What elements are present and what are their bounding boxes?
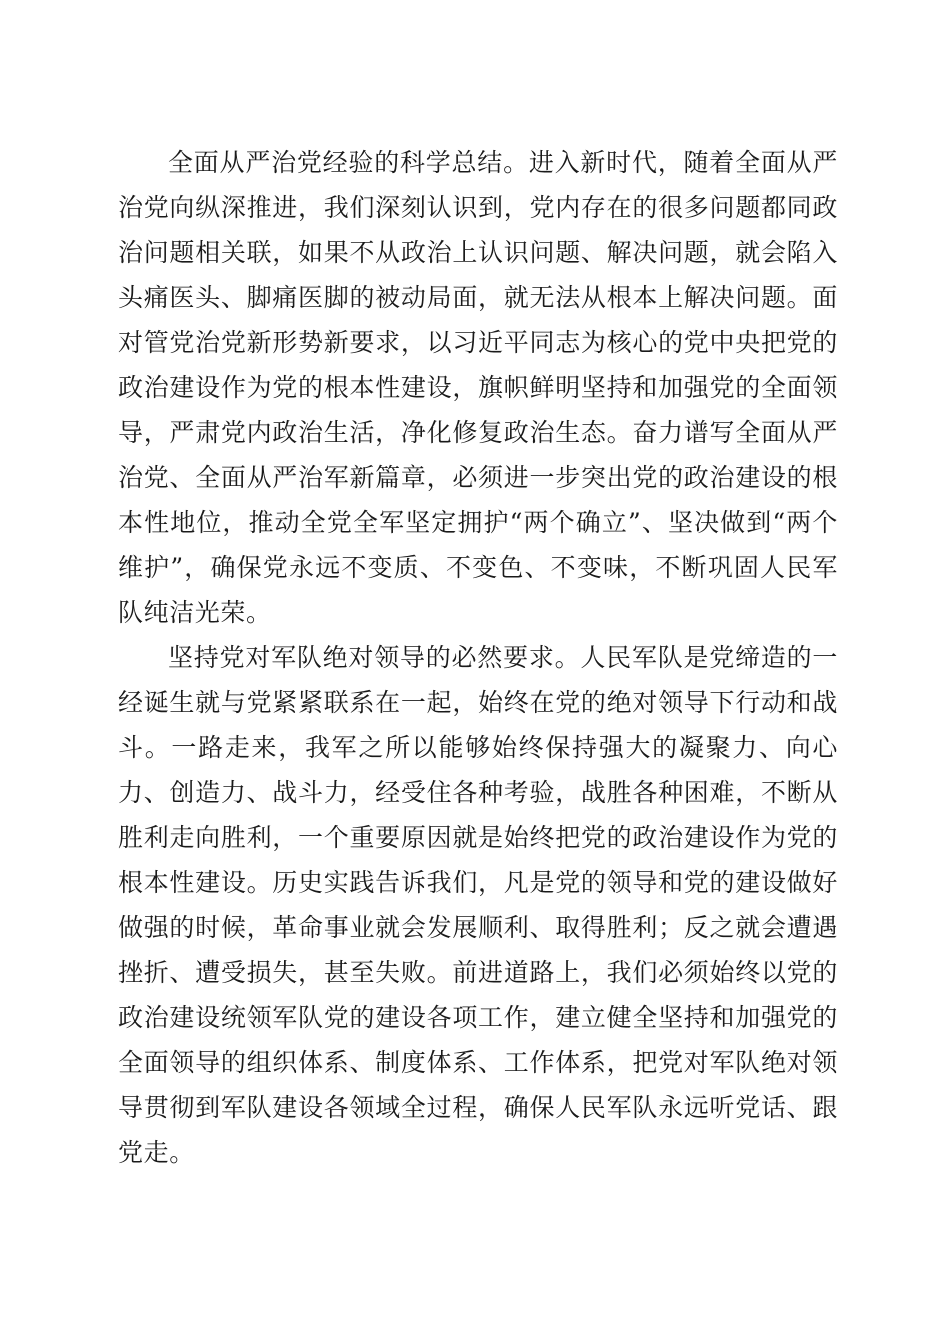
paragraph-2: 坚持党对军队绝对领导的必然要求。人民军队是党缔造的一经诞生就与党紧紧联系在一起，始终在党的绝对领导下行动和战斗。一路走来，我军之所以能够始终保持强大的凝聚力、向心力、创造力、战斗力，经受住各种考验，战胜各种困难，不断从胜利走向胜利，一个重要原因就是始终把党的政治建设作为党的根本性建设。历史实践告诉我们，凡是党的领导和党的建设做好做强的时候，革命事业就会发展顺利、取得胜利；反之就会遭遇挫折、遭受损失，甚至失败。前进道路上，我们必须始终以党的政治建设统领军队党的建设各项工作，建立健全坚持和加强党的全面领导的组织体系、制度体系、工作体系，把党对军队绝对领导贯彻到军队建设各领域全过程，确保人民军队永远听党话、跟党走。: [118, 643, 838, 1167]
document-body: [118, 140, 838, 1175]
paragraph-1: 全面从严治党经验的科学总结。进入新时代，随着全面从严治党向纵深推进，我们深刻认识到，党内存在的很多问题都同政治问题相关联，如果不从政治上认识问题、解决问题，就会陷入头痛医头、脚痛医脚的被动局面，就无法从根本上解决问题。面对管党治党新形势新要求，以习近平同志为核心的党中央把党的政治建设作为党的根本性建设，旗帜鲜明坚持和加强党的全面领导，严肃党内政治生活，净化修复政治生态。奋力谱写全面从严治党、全面从严治军新篇章，必须进一步突出党的政治建设的根本性地位，推动全党全军坚定拥护“两个确立”、坚决做到“两个维护”，确保党永远不变质、不变色、不变味，不断巩固人民军队纯洁光荣。: [118, 148, 838, 627]
